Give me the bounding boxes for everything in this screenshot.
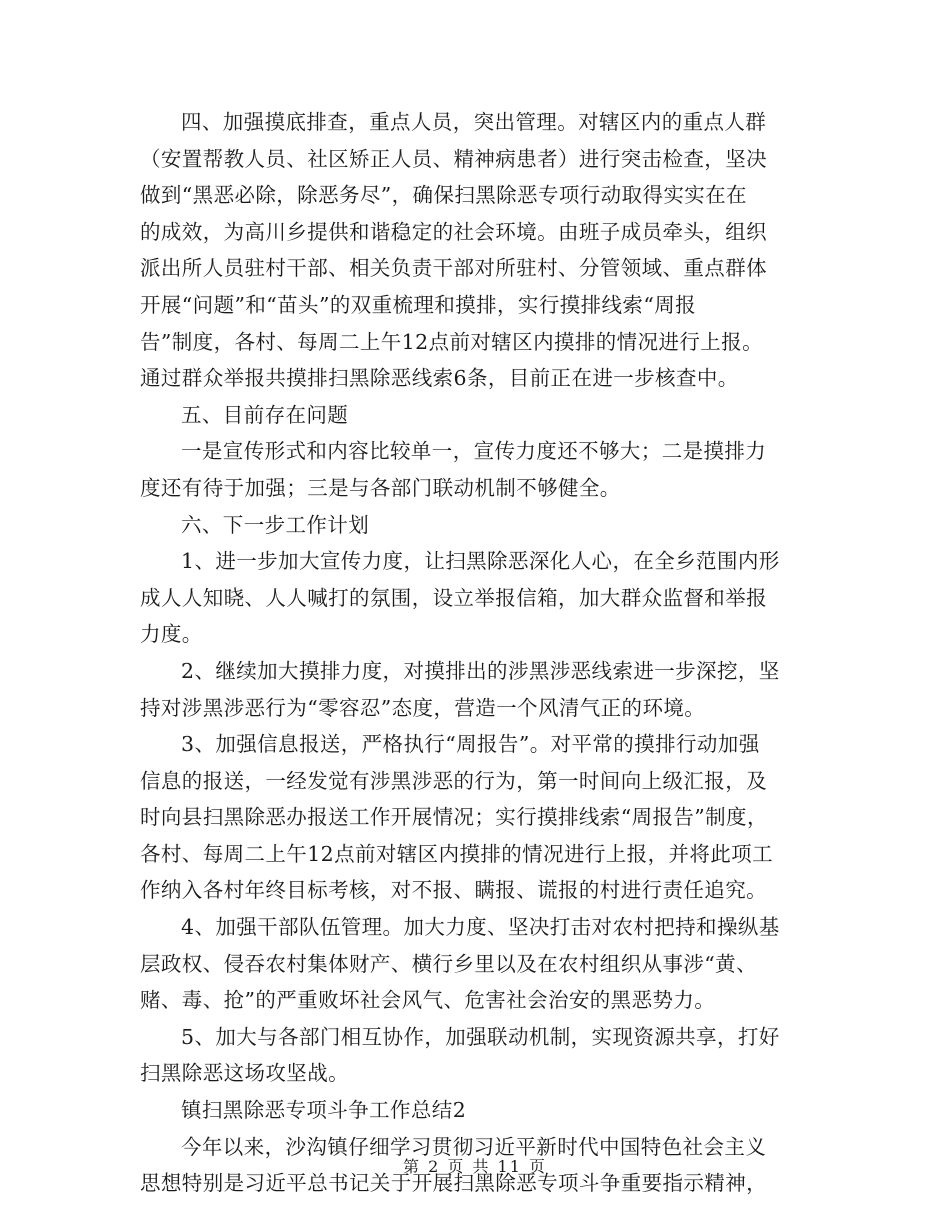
paragraph-line: 持对涉黑涉恶行为“零容忍”态度，营造一个风清气正的环境。: [140, 695, 706, 720]
paragraph-line: 力度。: [140, 622, 203, 647]
paragraph-line: 1、进一步加大宣传力度，让扫黑除恶深化人心，在全乡范围内形: [181, 549, 780, 574]
paragraph-line: 各村、每周二上午12点前对辖区内摸排的情况进行上报，并将此项工: [140, 841, 773, 866]
paragraph-line: 一是宣传形式和内容比较单一，宣传力度还不够大；二是摸排力: [181, 439, 767, 464]
paragraph-line: 度还有待于加强；三是与各部门联动机制不够健全。: [140, 475, 621, 500]
paragraph-line: 今年以来，沙沟镇仔细学习贯彻习近平新时代中国特色社会主义: [181, 1134, 767, 1159]
paragraph-line: 层政权、侵吞农村集体财产、横行乡里以及在农村组织从事涉“黄、: [140, 951, 757, 976]
section-heading: 六、下一步工作计划: [181, 512, 370, 537]
paragraph-line: 时向县扫黑除恶办报送工作开展情况；实行摸排线索“周报告”制度，: [140, 805, 768, 830]
paragraph-line: 通过群众举报共摸排扫黑除恶线索6条，目前正在进一步核查中。: [140, 366, 739, 391]
section-heading: 五、目前存在问题: [181, 402, 349, 427]
page-footer: 第 2 页 共 11 页: [403, 1157, 547, 1176]
paragraph-line: 扫黑除恶这场攻坚战。: [140, 1061, 349, 1086]
paragraph-line: 2、继续加大摸排力度，对摸排出的涉黑涉恶线索进一步深挖，坚: [181, 658, 780, 683]
document-title: 镇扫黑除恶专项斗争工作总结2: [181, 1098, 467, 1123]
document-body: [140, 104, 820, 1202]
paragraph-line: 信息的报送，一经发觉有涉黑涉恶的行为，第一时间向上级汇报，及: [140, 768, 767, 793]
paragraph-line: 开展“问题”和“苗头”的双重梳理和摸排，实行摸排线索“周报: [140, 292, 696, 317]
paragraph-line: 告”制度，各村、每周二上午12点前对辖区内摸排的情况进行上报。: [140, 329, 763, 354]
paragraph-line: 思想特别是习近平总书记关于开展扫黑除恶专项斗争重要指示精神，: [140, 1171, 767, 1196]
paragraph-line: 5、加大与各部门相互协作，加强联动机制，实现资源共享，打好: [181, 1024, 780, 1049]
paragraph-line: 作纳入各村年终目标考核，对不报、瞒报、谎报的村进行责任追究。: [140, 878, 767, 903]
paragraph-line: 成人人知晓、人人喊打的氛围，设立举报信箱，加大群众监督和举报: [140, 585, 767, 610]
paragraph-line: 的成效，为高川乡提供和谐稳定的社会环境。由班子成员牵头，组织: [140, 219, 767, 244]
paragraph-line: 3、加强信息报送，严格执行“周报告”。对平常的摸排行动加强: [181, 732, 760, 757]
paragraph-line: 赌、毒、抢”的严重败坏社会风气、危害社会治安的黑恶势力。: [140, 988, 716, 1013]
paragraph-line: 派出所人员驻村干部、相关负责干部对所驻村、分管领域、重点群体: [140, 256, 767, 281]
paragraph-line: 4、加强干部队伍管理。加大力度、坚决打击对农村把持和操纵基: [181, 915, 780, 940]
paragraph-line: （安置帮教人员、社区矫正人员、精神病患者）进行突击检查，坚决: [140, 146, 767, 171]
paragraph-line: 做到“黑恶必除，除恶务尽”，确保扫黑除恶专项行动取得实实在在: [140, 183, 747, 208]
paragraph-line: 四、加强摸底排查，重点人员，突出管理。对辖区内的重点人群: [181, 110, 767, 134]
